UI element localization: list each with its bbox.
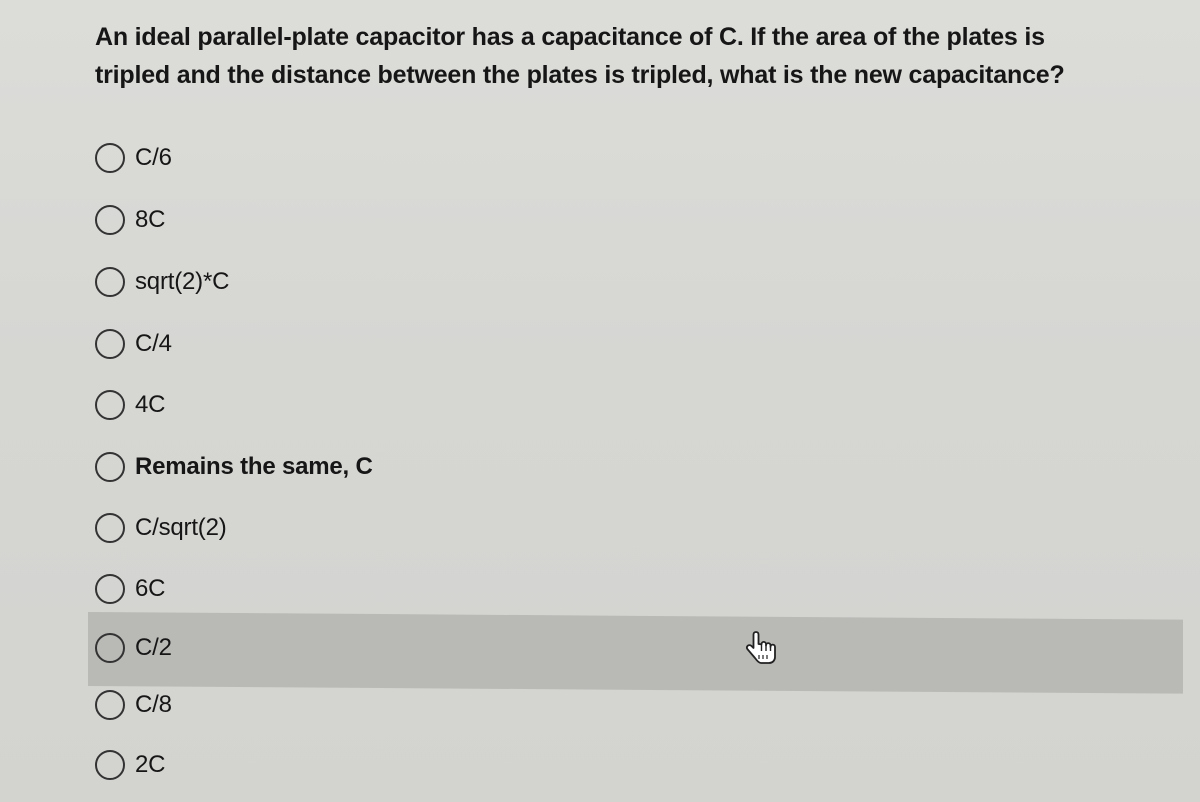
option-c-over-6[interactable] bbox=[95, 138, 172, 178]
radio-button-icon[interactable] bbox=[95, 452, 125, 482]
option-4c[interactable] bbox=[95, 385, 165, 425]
radio-button-icon[interactable] bbox=[95, 690, 125, 720]
option-c-over-4[interactable] bbox=[95, 324, 172, 364]
radio-button-icon[interactable] bbox=[95, 329, 125, 359]
radio-button-icon[interactable] bbox=[95, 390, 125, 420]
option-label: 8C bbox=[135, 206, 166, 233]
radio-button-icon[interactable] bbox=[95, 574, 125, 604]
hover-highlight bbox=[88, 612, 1183, 694]
radio-button-icon[interactable] bbox=[95, 513, 125, 543]
question-line-1: An ideal parallel-plate capacitor has a capacitance of C. If the area of the plates is bbox=[95, 23, 1045, 51]
question-line-2: tripled and the distance between the plates is tripled, what is the new capacitance? bbox=[95, 61, 1065, 89]
option-label: C/2 bbox=[135, 634, 172, 661]
option-label: Remains the same, C bbox=[135, 453, 373, 480]
option-label: C/4 bbox=[135, 330, 172, 357]
option-label: sqrt(2)*C bbox=[135, 268, 230, 295]
option-c-over-sqrt2[interactable] bbox=[95, 508, 227, 548]
option-remains-same[interactable] bbox=[95, 447, 373, 487]
option-label: 6C bbox=[135, 575, 166, 602]
radio-button-icon[interactable] bbox=[95, 633, 125, 663]
option-label: 4C bbox=[135, 391, 166, 418]
radio-button-icon[interactable] bbox=[95, 205, 125, 235]
option-c-over-2[interactable] bbox=[95, 628, 172, 668]
radio-button-icon[interactable] bbox=[95, 750, 125, 780]
hand-pointer-icon bbox=[744, 630, 778, 668]
option-sqrt2-c[interactable] bbox=[95, 262, 229, 302]
option-8c[interactable] bbox=[95, 200, 165, 240]
option-label: 2C bbox=[135, 751, 166, 778]
option-label: C/sqrt(2) bbox=[135, 514, 227, 541]
option-2c[interactable] bbox=[95, 745, 165, 785]
question-text bbox=[95, 18, 1175, 94]
radio-button-icon[interactable] bbox=[95, 267, 125, 297]
option-label: C/6 bbox=[135, 144, 172, 171]
option-c-over-8[interactable] bbox=[95, 685, 172, 725]
radio-button-icon[interactable] bbox=[95, 143, 125, 173]
option-6c[interactable] bbox=[95, 569, 165, 609]
option-label: C/8 bbox=[135, 691, 172, 718]
